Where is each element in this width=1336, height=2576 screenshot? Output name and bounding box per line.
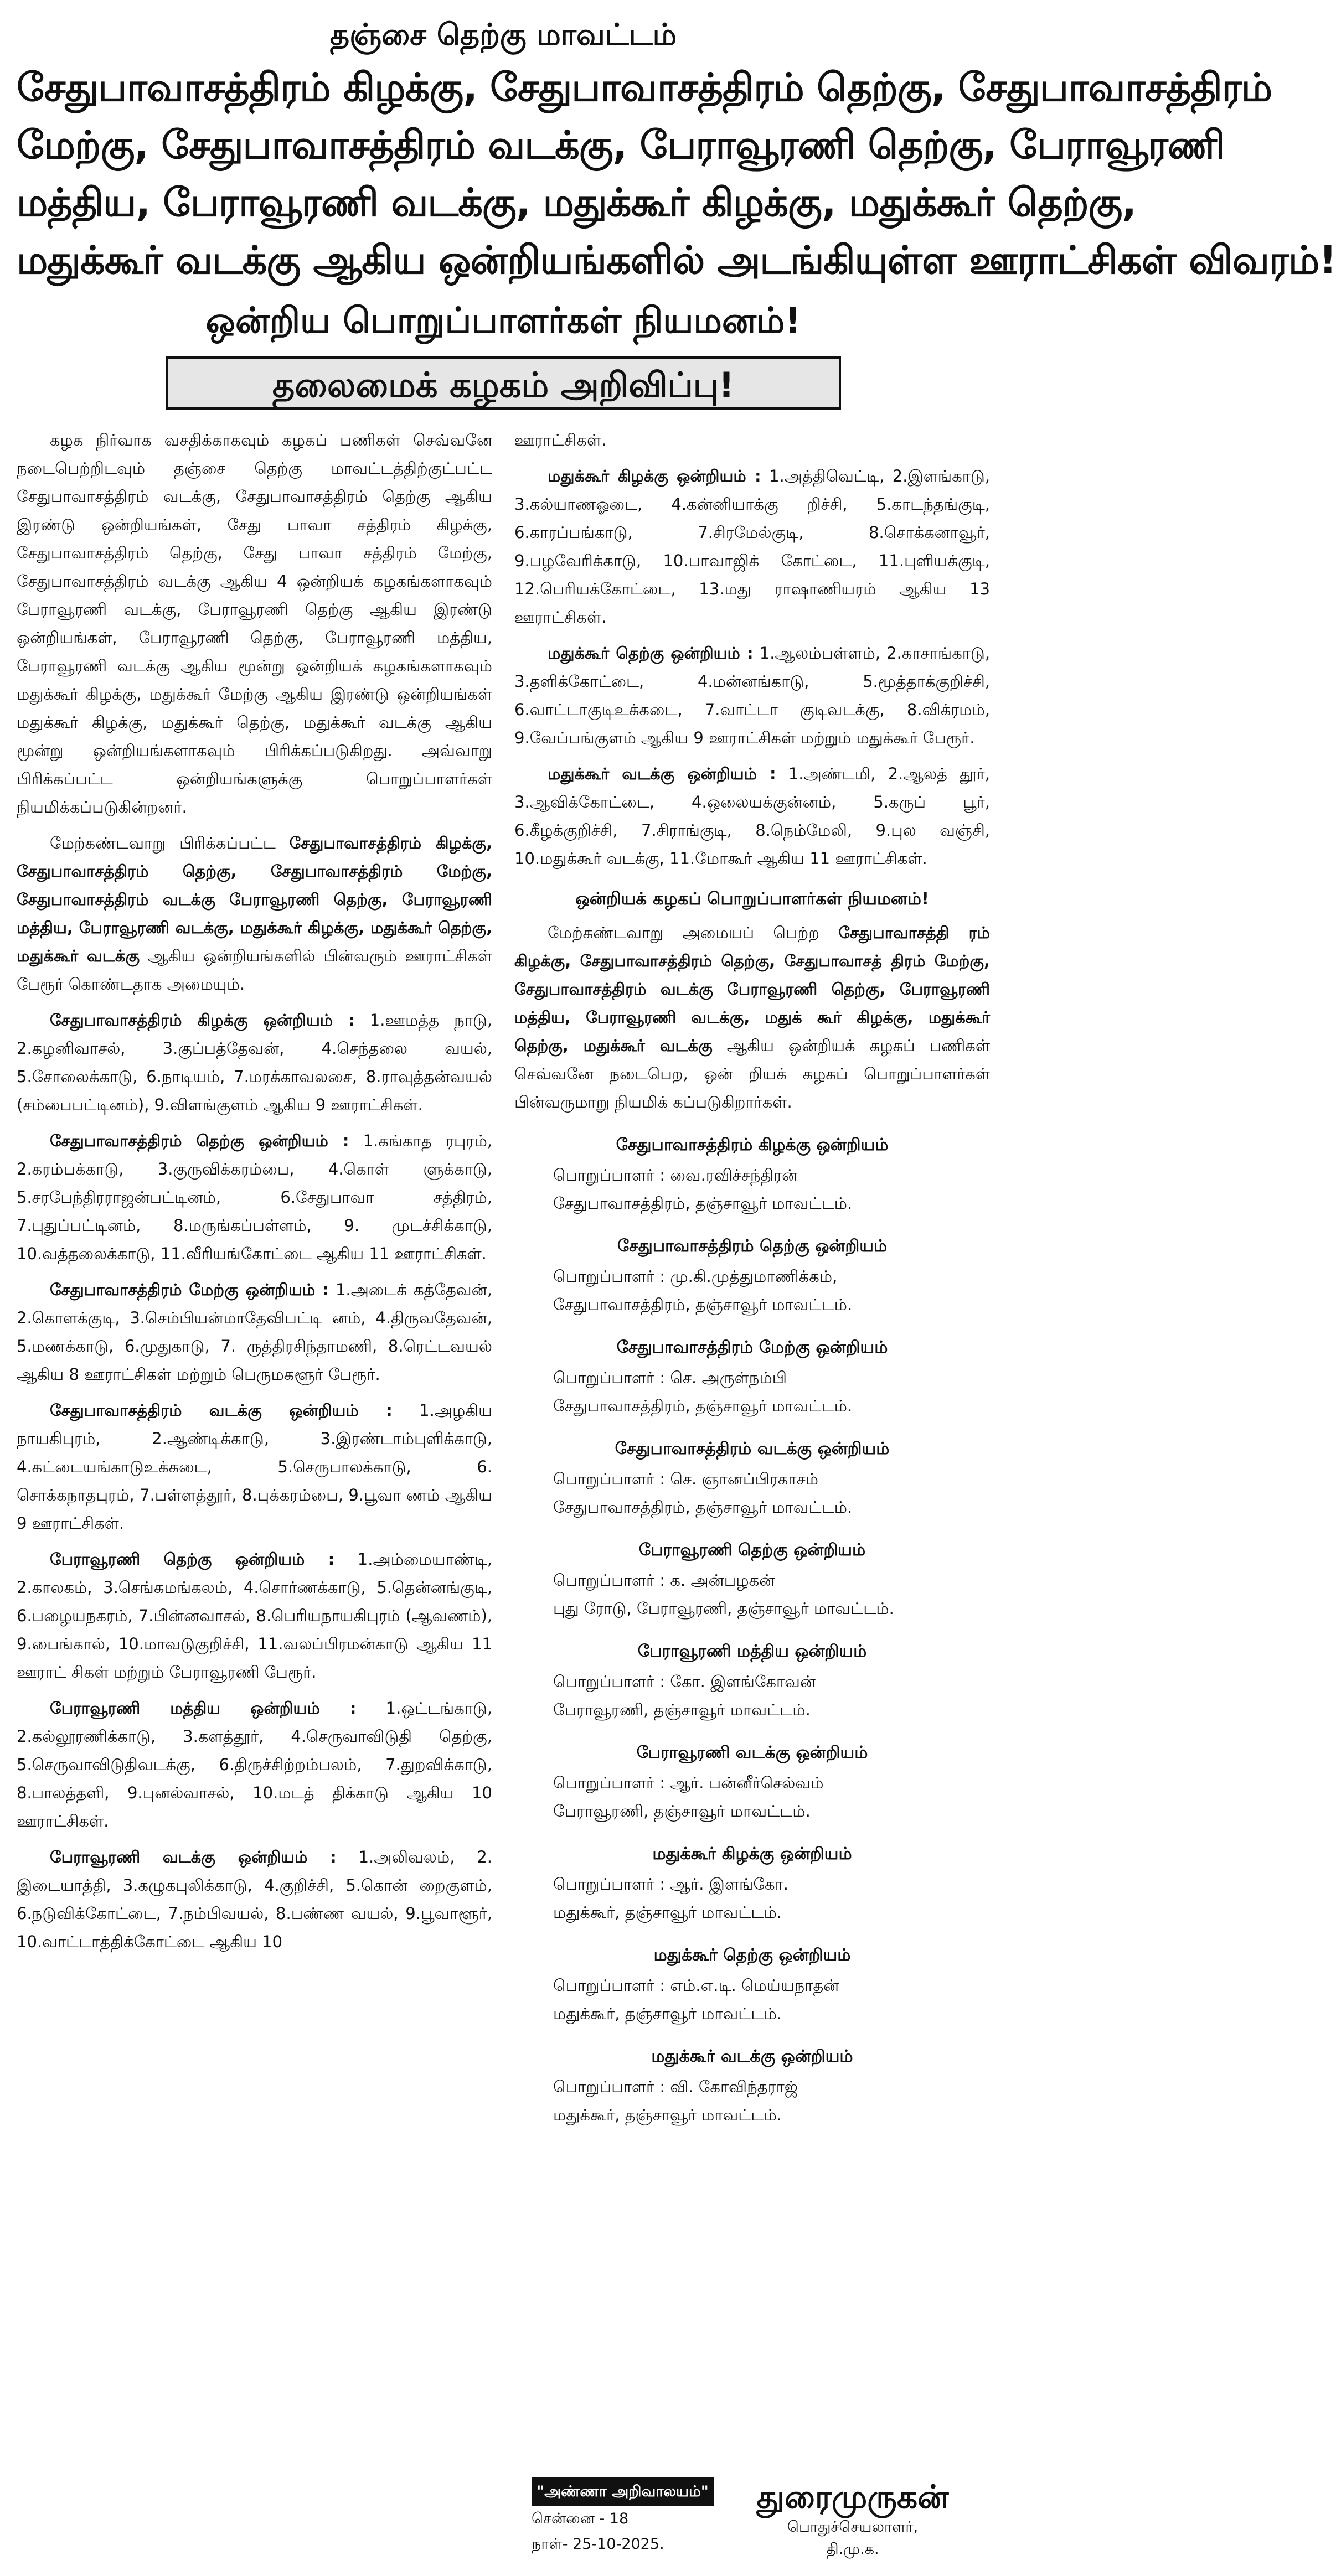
union-paragraph [17, 1843, 492, 1956]
union-name: சேதுபாவாசத்திரம் தெற்கு ஒன்றியம் : [50, 1131, 349, 1150]
union-name: சேதுபாவாசத்திரம் வடக்கு ஒன்றியம் : [50, 1401, 393, 1420]
union-villages: 1.ஆலம்பள்ளம், 2.காசாங்காடு, 3.தளிக்கோட்டை, 4.மன்னங்காடு, 5.மூத்தாக்குறிச்சி, 6.வாட்டாகுடிஉக்கடை, 7.வாட்டா குடிவடக்கு, 8.விக்ரமம், 9.வேப்பங்குளம் ஆகிய 9 ஊராட்சிகள் மற்றும் மதுக்கூர் பேரூர். [514, 644, 991, 747]
appointment-union-title: பேராவூரணி மத்திய ஒன்றியம் [637, 1642, 867, 1661]
appointment-union-title: மதுக்கூர் கிழக்கு ஒன்றியம் [652, 1844, 852, 1864]
left-column [17, 426, 492, 2137]
union-paragraph [17, 1006, 492, 1119]
footer-city: சென்னை - 18 [532, 2510, 629, 2527]
title-line: மேற்கு, சேதுபாவாசத்திரம் வடக்கு, பேராவூரணி தெற்கு, பேராவூரணி [17, 122, 1225, 168]
appointment-person: பொறுப்பாளர் : க. அன்பழகன் [553, 1571, 775, 1590]
union-villages: 1.ஒட்டங்காடு, 2.கல்லூரணிக்காடு, 3.களத்தூர், 4.செருவாவிடுதி தெற்கு, 5.செருவாவிடுதிவடக்கு, 6.திருச்சிற்றம்பலம், 7.துறவிக்காடு, 8.பாலத்தளி, 9.புனல்வாசல், 10.மடத் திக்காடு ஆகிய 10 ஊராட்சிகள். [17, 1699, 492, 1830]
appointment-place: சேதுபாவாசத்திரம், தஞ்சாவூர் மாவட்டம். [553, 1194, 853, 1213]
appointment-block [514, 1536, 990, 1623]
appointment-place: புது ரோடு, பேராவூரணி, தஞ்சாவூர் மாவட்டம். [553, 1599, 894, 1618]
union-name: பேராவூரணி வடக்கு ஒன்றியம் : [50, 1848, 337, 1866]
second-intro-bold: சேதுபாவாசத்திரம் கிழக்கு, சேதுபாவாசத்திரம் தெற்கு, சேதுபாவாசத்திரம் மேற்கு, சேதுபாவாசத்திரம் வடக்கு பேராவூரணி தெற்கு, பேராவூரணி மத்திய, பேராவூரணி வடக்கு, மதுக்கூர் கிழக்கு, மதுக்கூர் தெற்கு, மதுக்கூர் வடக்கு [17, 834, 492, 965]
appointment-block [514, 1131, 990, 1218]
appointment-person: பொறுப்பாளர் : வி. கோவிந்தராஜ் [553, 2077, 798, 2096]
right-union-list [514, 462, 990, 873]
union-paragraph [514, 760, 990, 873]
appointment-block [514, 1232, 990, 1319]
appointment-person: பொறுப்பாளர் : செ. அருள்நம்பி [553, 1368, 787, 1387]
appointment-tail: ஆகிய ஒன்றியக் கழகப் பணிகள் செவ்வனே நடைபெற, ஒன் றியக் கழகப் பொறுப்பாளர்கள் பின்வருமாறு நியமிக் கப்படுகிறார்கள். [514, 1036, 990, 1111]
signatory-role: பொதுச்செயலாளர், [787, 2518, 919, 2536]
appointment-union-title: பேராவூரணி தெற்கு ஒன்றியம் [638, 1540, 866, 1560]
footer [532, 2477, 991, 2561]
union-paragraph [17, 1694, 492, 1835]
appointment-lead: மேற்கண்டவாறு அமையப் பெற்ற [548, 923, 820, 942]
appointment-person: பொறுப்பாளர் : செ. ஞானப்பிரகாசம் [553, 1470, 818, 1488]
appointment-block [514, 1840, 990, 1927]
appointment-union-title: சேதுபாவாசத்திரம் தெற்கு ஒன்றியம் [617, 1237, 888, 1256]
appointment-place: மதுக்கூர், தஞ்சாவூர் மாவட்டம். [553, 2004, 782, 2023]
appointment-bold: சேதுபாவாசத்தி ரம் கிழக்கு, சேதுபாவாசத்திரம் தெற்கு, சேதுபாவாசத் திரம் மேற்கு, சேதுபாவாசத்திரம் வடக்கு பேராவூரணி தெற்கு, பேராவூரணி மத்திய, பேராவூரணி வடக்கு, மதுக் கூர் கிழக்கு, மதுக்கூர் தெற்கு, மதுக்கூர் வடக்கு [514, 923, 990, 1055]
title-line: சேதுபாவாசத்திரம் கிழக்கு, சேதுபாவாசத்திரம் தெற்கு, சேதுபாவாசத்திரம் [17, 65, 1272, 110]
headquarters-banner: தலைமைக் கழகம் அறிவிப்பு! [166, 356, 841, 410]
footer-date: நாள்- 25-10-2025. [532, 2536, 664, 2553]
subtitle: ஒன்றிய பொறுப்பாளர்கள் நியமனம்! [205, 301, 801, 342]
union-name: மதுக்கூர் தெற்கு ஒன்றியம் : [548, 644, 754, 663]
appointment-person: பொறுப்பாளர் : ஆர். பன்னீர்செல்வம் [553, 1773, 824, 1792]
union-name: மதுக்கூர் கிழக்கு ஒன்றியம் : [548, 467, 761, 485]
footer-left [532, 2477, 714, 2557]
union-villages: 1.அழகிய நாயகிபுரம், 2.ஆண்டிக்காடு, 3.இரண்டாம்புளிக்காடு, 4.கட்டையங்காடுஉக்கடை, 5.செருபாலக்காடு, 6. சொக்கநாதபுரம், 7.பள்ளத்தூர், 8.புக்கரம்பை, 9.பூவா ணம் ஆகிய 9 ஊராட்சிகள். [17, 1401, 493, 1533]
second-intro-tail: ஆகிய ஒன்றியங்களில் பின்வரும் ஊராட்சிகள் பேரூர் கொண்டதாக அமையும். [17, 946, 493, 994]
appointment-place: சேதுபாவாசத்திரம், தஞ்சாவூர் மாவட்டம். [553, 1295, 853, 1314]
title-line: மதுக்கூர் வடக்கு ஆகிய ஒன்றியங்களில் அடங்கியுள்ள ஊராட்சிகள் விவரம்! [17, 237, 1336, 283]
intro-paragraph: கழக நிர்வாக வசதிக்காகவும் கழகப் பணிகள் செவ்வனே நடைபெற்றிடவும் தஞ்சை தெற்கு மாவட்டத்திற்குட்பட்ட சேதுபாவாசத்திரம் வடக்கு, சேதுபாவாசத்திரம் தெற்கு ஆகிய இரண்டு ஒன்றியங்கள், சேது பாவா சத்திரம் கிழக்கு, சேதுபாவாசத்திரம் தெற்கு, சேது பாவா சத்திரம் மேற்கு, சேதுபாவாசத்திரம் வடக்கு ஆகிய 4 ஒன்றியக் கழகங்களாகவும் பேராவூரணி வடக்கு, பேராவூரணி தெற்கு ஆகிய இரண்டு ஒன்றியங்கள், பேராவூரணி தெற்கு, பேராவூரணி மத்திய, பேராவூரணி வடக்கு ஆகிய மூன்று ஒன்றியக் கழகங்களாகவும் மதுக்கூர் கிழக்கு, மதுக்கூர் மேற்கு ஆகிய இரண்டு ஒன்றியங்கள் மதுக்கூர் கிழக்கு, மதுக்கூர் தெற்கு, மதுக்கூர் வடக்கு ஆகிய மூன்று ஒன்றியங்களாகவும் பிரிக்கப்படுகிறது. அவ்வாறு பிரிக்கப்பட்ட ஒன்றியங்களுக்கு பொறுப்பாளர்கள் நியமிக்கப்படுகின்றனர். [17, 431, 492, 816]
appointment-block [514, 1739, 990, 1825]
continuation-text: ஊராட்சிகள். [514, 431, 607, 449]
appointment-block [514, 2042, 990, 2129]
appointment-list [514, 1131, 990, 2129]
union-villages: 1.கங்காத ரபுரம், 2.கரம்பக்காடு, 3.குருவிக்கரம்பை, 4.கொள் ளுக்காடு, 5.சரபேந்திரராஜன்பட்டினம், 6.சேதுபாவா சத்திரம், 7.புதுப்பட்டினம், 8.மருங்கப்பள்ளம், 9. முடச்சிக்காடு, 10.வத்தலைக்காடு, 11.வீரியங்கோட்டை ஆகிய 11 ஊராட்சிகள். [17, 1131, 492, 1263]
appointment-block [514, 1637, 990, 1724]
union-name: பேராவூரணி மத்திய ஒன்றியம் : [50, 1699, 357, 1718]
appointment-person: பொறுப்பாளர் : கோ. இளங்கோவன் [553, 1672, 816, 1691]
appointment-place: சேதுபாவாசத்திரம், தஞ்சாவூர் மாவட்டம். [553, 1498, 853, 1517]
main-title [17, 59, 1336, 289]
union-paragraph [17, 1276, 492, 1389]
appointment-place: பேராவூரணி, தஞ்சாவூர் மாவட்டம். [553, 1802, 811, 1820]
appointment-union-title: பேராவூரணி வடக்கு ஒன்றியம் [636, 1743, 868, 1762]
appointment-block [514, 1435, 990, 1522]
appointment-union-title: மதுக்கூர் வடக்கு ஒன்றியம் [651, 2047, 853, 2066]
left-union-list [17, 1006, 492, 1956]
union-villages: 1.அத்திவெட்டி, 2.இளங்காடு, 3.கல்யாணஓடை, 4.கன்னியாக்கு றிச்சி, 5.காடந்தங்குடி, 6.காரப்பங்காடு, 7.சிரமேல்குடி, 8.சொக்கனாவூர், 9.பழவேரிக்காடு, 10.பாவாஜிக் கோட்டை, 11.புளியக்குடி, 12.பெரியக்கோட்டை, 13.மது ராஷாணியரம் ஆகிய 13 ஊராட்சிகள். [514, 467, 990, 627]
union-name: பேராவூரணி தெற்கு ஒன்றியம் : [50, 1550, 335, 1569]
union-villages: 1.அலிவலம், 2. இடையாத்தி, 3.கழுகபுலிக்காடு, 4.குறிச்சி, 5.கொன் றைகுளம், 6.நடுவிக்கோட்டை, 7.நம்பிவயல், 8.பண்ண வயல், 9.பூவாளூர், 10.வாட்டாத்திக்கோட்டை ஆகிய 10 [17, 1848, 492, 1951]
union-name: சேதுபாவாசத்திரம் கிழக்கு ஒன்றியம் : [50, 1011, 355, 1030]
appointment-union-title: சேதுபாவாசத்திரம் வடக்கு ஒன்றியம் [615, 1439, 890, 1458]
second-intro-lead: மேற்கண்டவாறு பிரிக்கப்பட்ட [50, 834, 276, 852]
union-paragraph [514, 639, 990, 752]
appointment-place: பேராவூரணி, தஞ்சாவூர் மாவட்டம். [553, 1700, 811, 1719]
announcement-page [0, 15, 1336, 2576]
union-paragraph [514, 462, 990, 632]
signature-block [714, 2477, 991, 2561]
union-paragraph [17, 1545, 492, 1687]
title-line: மத்திய, பேராவூரணி வடக்கு, மதுக்கூர் கிழக்கு, மதுக்கூர் தெற்கு, [17, 180, 1136, 225]
body-columns [17, 426, 990, 2137]
appointment-paragraph [514, 919, 990, 1116]
appointment-block [514, 1333, 990, 1420]
party-name: தி.மு.க. [826, 2541, 879, 2558]
appointment-place: மதுக்கூர், தஞ்சாவூர் மாவட்டம். [553, 1903, 782, 1922]
right-column [514, 426, 990, 2137]
union-villages: 1.அம்மையாண்டி, 2.காலகம், 3.செங்கமங்கலம், 4.சொர்ணக்காடு, 5.தென்னங்குடி, 6.பழையநகரம், 7.பின்னவாசல், 8.பெரியநாயகிபுரம் (ஆவணம்), 9.பைங்கால், 10.மாவடுகுறிச்சி, 11.வலப்பிரமன்காடு ஆகிய 11 ஊராட் சிகள் மற்றும் பேராவூரணி பேரூர். [17, 1550, 493, 1682]
office-name: "அண்ணா அறிவாலயம்" [532, 2477, 714, 2506]
union-paragraph [17, 1396, 492, 1538]
appointment-block [514, 1941, 990, 2028]
appointment-person: பொறுப்பாளர் : ஆர். இளங்கோ. [553, 1875, 788, 1894]
signatory-name: துரைமுருகன் [756, 2478, 949, 2516]
appointment-place: மதுக்கூர், தஞ்சாவூர் மாவட்டம். [553, 2106, 782, 2124]
district-heading: தஞ்சை தெற்கு மாவட்டம் [329, 17, 677, 52]
appointment-person: பொறுப்பாளர் : வை.ரவிச்சந்திரன் [553, 1166, 798, 1184]
appointment-heading: ஒன்றியக் கழகப் பொறுப்பாளர்கள் நியமனம்! [575, 889, 930, 909]
union-villages: 1.அண்டமி, 2.ஆலத் தூர், 3.ஆவிக்கோட்டை, 4.ஒலையக்குன்னம், 5.கருப் பூர், 6.கீழக்குறிச்சி, 7.சிராங்குடி, 8.நெம்மேலி, 9.புல வஞ்சி, 10.மதுக்கூர் வடக்கு, 11.மோகூர் ஆகிய 11 ஊராட்சிகள். [514, 764, 991, 868]
appointment-union-title: சேதுபாவாசத்திரம் மேற்கு ஒன்றியம் [616, 1338, 888, 1357]
appointment-union-title: சேதுபாவாசத்திரம் கிழக்கு ஒன்றியம் [616, 1135, 889, 1155]
appointment-union-title: மதுக்கூர் தெற்கு ஒன்றியம் [653, 1946, 851, 1965]
second-intro-paragraph [17, 829, 492, 999]
union-name: சேதுபாவாசத்திரம் மேற்கு ஒன்றியம் : [50, 1280, 329, 1299]
union-villages: 1.ஊமத்த நாடு, 2.கழனிவாசல், 3.குப்பத்தேவன், 4.செந்தலை வயல், 5.சோலைக்காடு, 6.நாடியம், 7.மரக்காவலசை, 8.ராவுத்தன்வயல் (சம்பைபட்டினம்), 9.விளங்குளம் ஆகிய 9 ஊராட்சிகள். [17, 1011, 493, 1114]
union-villages: 1.அடைக் கத்தேவன், 2.கொளக்குடி, 3.செம்பியன்மாதேவிபட்டி னம், 4.திருவதேவன், 5.மணக்காடு, 6.முதுகாடு, 7. ருத்திரசிந்தாமணி, 8.ரெட்டவயல் ஆகிய 8 ஊராட்சிகள் மற்றும் பெருமகளூர் பேரூர். [17, 1280, 493, 1384]
union-paragraph [17, 1127, 492, 1268]
appointment-person: பொறுப்பாளர் : எம்.எ.டி. மெய்யநாதன் [553, 1976, 839, 1995]
appointment-person: பொறுப்பாளர் : மு.கி.முத்துமாணிக்கம், [553, 1267, 838, 1286]
appointment-place: சேதுபாவாசத்திரம், தஞ்சாவூர் மாவட்டம். [553, 1396, 853, 1415]
union-name: மதுக்கூர் வடக்கு ஒன்றியம் : [548, 764, 776, 783]
